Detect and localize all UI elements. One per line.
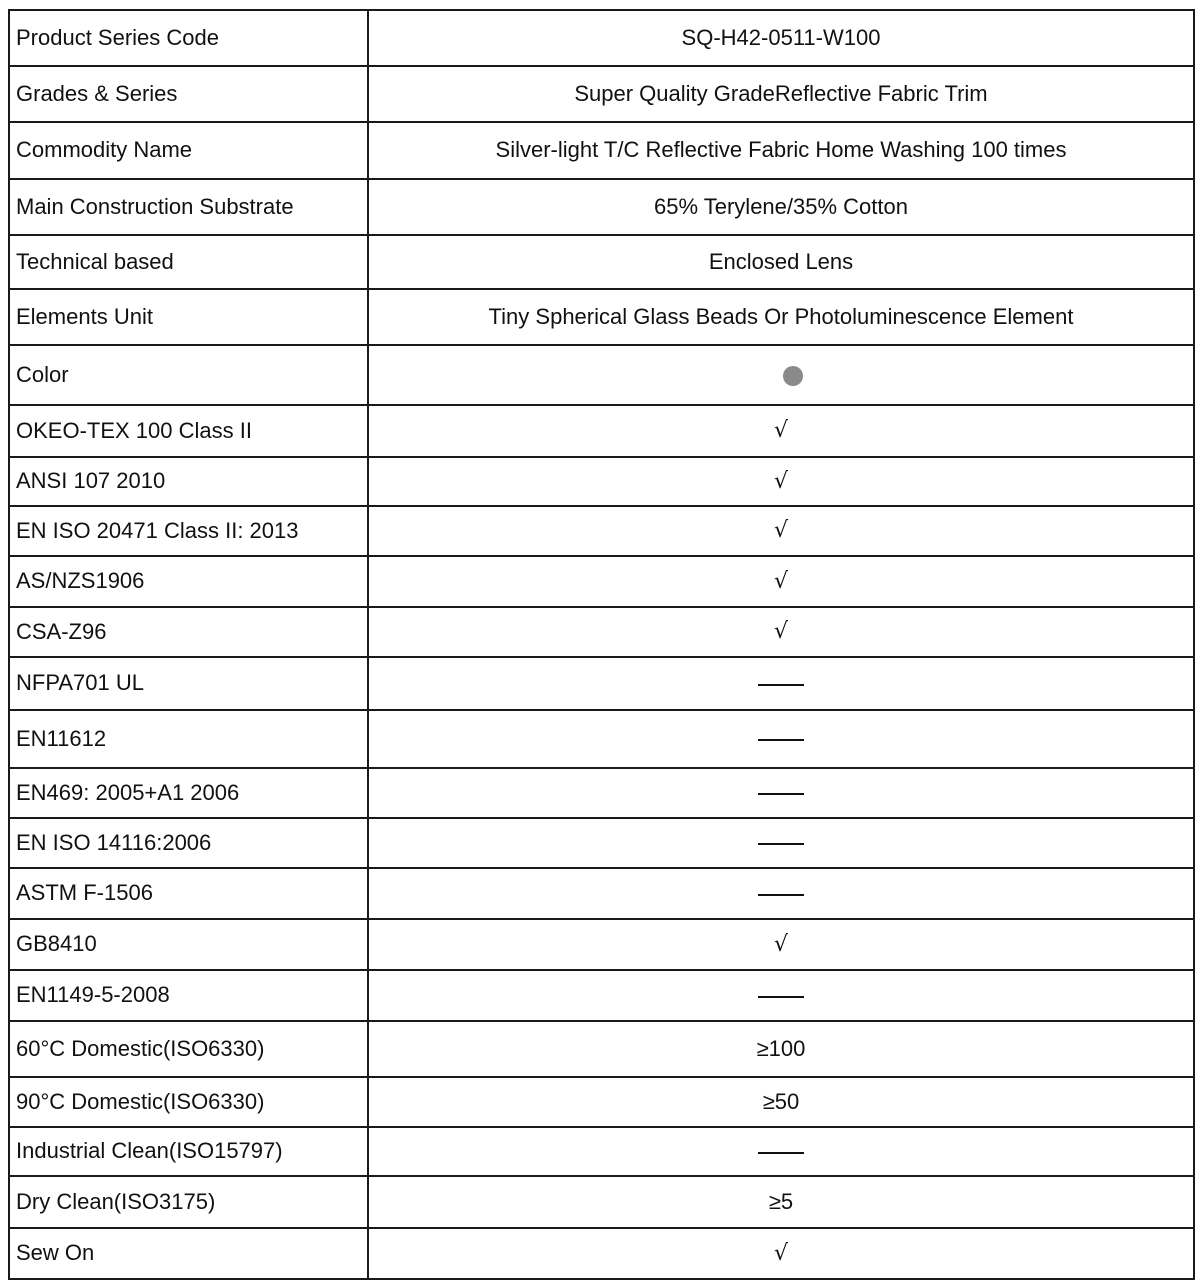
spec-label: EN1149-5-2008 [9, 970, 368, 1021]
check-mark-icon: √ [773, 931, 789, 957]
spec-value: ≥100 [756, 1035, 806, 1061]
spec-value-cell [368, 506, 1194, 556]
check-mark-icon: √ [773, 518, 789, 544]
spec-label: Main Construction Substrate [9, 179, 368, 235]
spec-label: EN ISO 14116:2006 [9, 818, 368, 868]
spec-value-cell [368, 919, 1194, 970]
table-row [9, 657, 1194, 710]
spec-value-cell [368, 66, 1194, 122]
spec-value: Super Quality GradeReflective Fabric Trim [574, 80, 988, 106]
spec-label: CSA-Z96 [9, 607, 368, 657]
spec-value-cell [368, 657, 1194, 710]
not-applicable-dash-icon [758, 996, 804, 998]
table-row [9, 1127, 1194, 1176]
not-applicable-dash-icon [758, 843, 804, 845]
spec-value-cell [368, 289, 1194, 345]
table-row [9, 235, 1194, 289]
spec-label: Color [9, 345, 368, 405]
spec-value-cell [368, 970, 1194, 1021]
color-swatch-icon [783, 366, 803, 386]
spec-label: OKEO-TEX 100 Class II [9, 405, 368, 457]
spec-value-cell [368, 710, 1194, 768]
spec-value: Silver-light T/C Reflective Fabric Home Washing 100 times [495, 137, 1067, 163]
table-row [9, 818, 1194, 868]
spec-value-cell [368, 1127, 1194, 1176]
not-applicable-dash-icon [758, 793, 804, 795]
spec-label: Elements Unit [9, 289, 368, 345]
spec-label: Product Series Code [9, 10, 368, 66]
spec-label: GB8410 [9, 919, 368, 970]
table-row [9, 607, 1194, 657]
table-row [9, 556, 1194, 607]
spec-label: Grades & Series [9, 66, 368, 122]
spec-value-cell [368, 768, 1194, 818]
spec-label: EN469: 2005+A1 2006 [9, 768, 368, 818]
table-row [9, 122, 1194, 179]
check-mark-icon: √ [773, 418, 789, 444]
spec-value-cell [368, 556, 1194, 607]
spec-value-cell [368, 1021, 1194, 1077]
spec-label: EN ISO 20471 Class II: 2013 [9, 506, 368, 556]
spec-label: ANSI 107 2010 [9, 457, 368, 506]
spec-label: AS/NZS1906 [9, 556, 368, 607]
spec-label: Sew On [9, 1228, 368, 1279]
check-mark-icon: √ [773, 468, 789, 494]
table-row [9, 66, 1194, 122]
table-row [9, 1176, 1194, 1228]
spec-value: ≥5 [768, 1188, 794, 1214]
spec-label: ASTM F-1506 [9, 868, 368, 919]
spec-label: 90°C Domestic(ISO6330) [9, 1077, 368, 1127]
spec-value-cell [368, 345, 1194, 405]
table-row [9, 10, 1194, 66]
spec-value-cell [368, 818, 1194, 868]
spec-value: 65% Terylene/35% Cotton [654, 193, 908, 219]
spec-label: Dry Clean(ISO3175) [9, 1176, 368, 1228]
spec-value-cell [368, 179, 1194, 235]
spec-label: NFPA701 UL [9, 657, 368, 710]
table-row [9, 457, 1194, 506]
spec-value-cell [368, 1077, 1194, 1127]
spec-value-cell [368, 1176, 1194, 1228]
spec-label: 60°C Domestic(ISO6330) [9, 1021, 368, 1077]
spec-value-cell [368, 10, 1194, 66]
not-applicable-dash-icon [758, 739, 804, 741]
table-row [9, 506, 1194, 556]
spec-value: Tiny Spherical Glass Beads Or Photoluminescence Element [488, 303, 1074, 329]
check-mark-icon: √ [773, 568, 789, 594]
table-row [9, 405, 1194, 457]
table-row [9, 289, 1194, 345]
spec-value-cell [368, 122, 1194, 179]
spec-value: SQ-H42-0511-W100 [681, 24, 881, 50]
spec-value-cell [368, 607, 1194, 657]
spec-label: Technical based [9, 235, 368, 289]
table-row [9, 868, 1194, 919]
not-applicable-dash-icon [758, 1152, 804, 1154]
check-mark-icon: √ [773, 619, 789, 645]
table-row [9, 1228, 1194, 1279]
not-applicable-dash-icon [758, 684, 804, 686]
spec-label: EN11612 [9, 710, 368, 768]
spec-table [8, 9, 1195, 1280]
spec-value-cell [368, 457, 1194, 506]
spec-value-cell [368, 235, 1194, 289]
check-mark-icon: √ [773, 1240, 789, 1266]
table-row [9, 345, 1194, 405]
spec-label: Industrial Clean(ISO15797) [9, 1127, 368, 1176]
spec-value-cell [368, 1228, 1194, 1279]
table-row [9, 970, 1194, 1021]
table-row [9, 710, 1194, 768]
table-row [9, 1077, 1194, 1127]
spec-table-body [9, 10, 1194, 1279]
table-row [9, 919, 1194, 970]
spec-value-cell [368, 868, 1194, 919]
spec-label: Commodity Name [9, 122, 368, 179]
table-row [9, 179, 1194, 235]
spec-value: Enclosed Lens [708, 248, 854, 274]
spec-value: ≥50 [762, 1088, 800, 1114]
table-row [9, 1021, 1194, 1077]
table-row [9, 768, 1194, 818]
not-applicable-dash-icon [758, 894, 804, 896]
spec-value-cell [368, 405, 1194, 457]
